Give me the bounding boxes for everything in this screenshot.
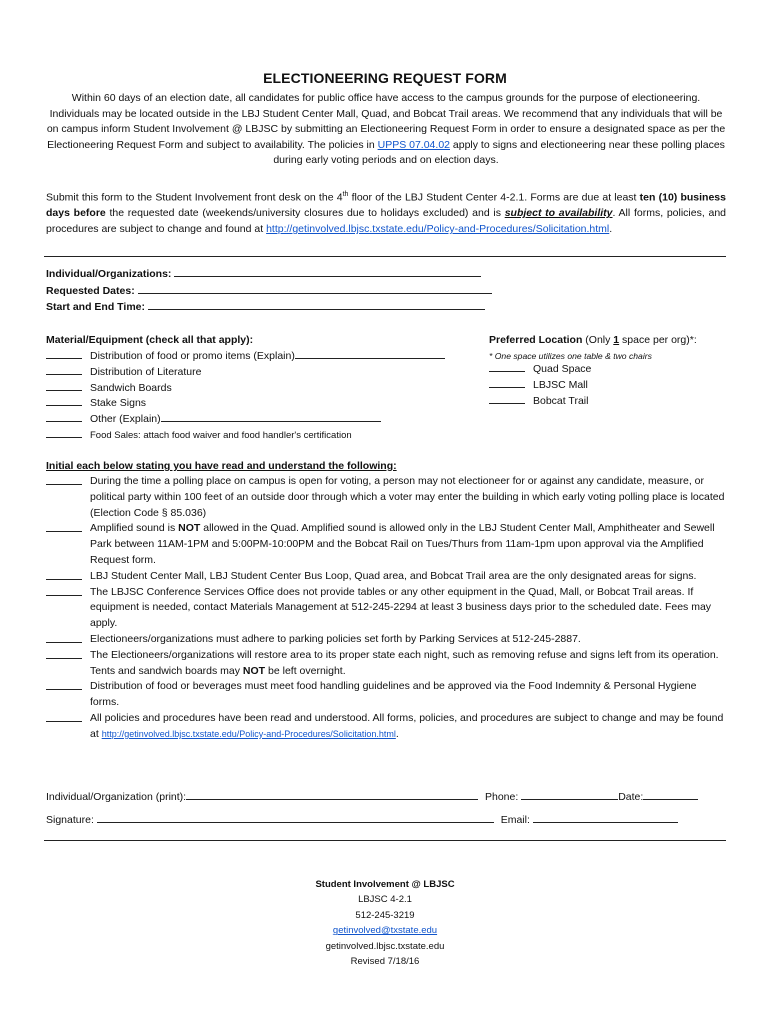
- submit-deadline: ten (10) business days before: [46, 191, 726, 220]
- preferred-heading-text-2: space per org)*:: [619, 334, 697, 346]
- footer-email-link[interactable]: getinvolved@txstate.edu: [332, 925, 438, 937]
- materials-heading: Material/Equipment (check all that apply):: [46, 334, 254, 346]
- divider-top: [44, 256, 726, 257]
- org-label: Individual/Organizations:: [46, 268, 172, 280]
- material-check-blank[interactable]: [46, 381, 82, 391]
- acknowledge-text: LBJ Student Center Mall, LBJ Student Center Bus Loop, Quad area, and Bobcat Trail area are the only designated areas for signs.: [90, 569, 697, 582]
- signature-label: Signature:: [46, 814, 94, 826]
- times-label: Start and End Time:: [46, 301, 145, 313]
- initial-blank[interactable]: [46, 570, 82, 580]
- material-item: [46, 412, 445, 428]
- location-item: [489, 362, 591, 378]
- preferred-heading-bold: Preferred Location: [489, 334, 583, 346]
- footer-revised: Revised 7/18/16: [350, 956, 420, 968]
- acknowledge-heading: Initial each below stating you have read and understand the following:: [46, 460, 397, 472]
- submit-text-2: floor of the LBJ Student Center 4-2.1. Forms are due at least: [348, 191, 640, 204]
- phone-input-line[interactable]: [521, 789, 618, 800]
- policy-link[interactable]: http://getinvolved.lbjsc.txstate.edu/Policy-and-Procedures/Solicitation.html: [101, 728, 396, 739]
- location-item: [489, 378, 591, 394]
- submit-availability: subject to availability: [504, 207, 613, 220]
- acknowledge-item: [46, 521, 726, 568]
- location-check-blank[interactable]: [489, 378, 525, 388]
- divider-bottom: [44, 840, 726, 841]
- acknowledge-item: [46, 648, 726, 680]
- acknowledge-text: be left overnight.: [265, 664, 346, 677]
- submit-text-5: .: [609, 223, 613, 236]
- material-check-blank[interactable]: [46, 412, 82, 422]
- material-item: [46, 396, 445, 412]
- acknowledge-text: All policies and procedures have been read and understood. All forms, policies, and procedures are subject to change and may be found at: [90, 711, 724, 740]
- material-item: [46, 365, 445, 381]
- acknowledge-text: The Electioneers/organizations will restore area to its proper state each night, such as removing refuse and signs left from its operation. Tents and sandwich boards may: [90, 648, 719, 677]
- initial-blank[interactable]: [46, 633, 82, 643]
- material-label: Stake Signs: [90, 397, 147, 410]
- footer-phone: 512-245-3219: [355, 909, 415, 921]
- acknowledge-item: [46, 585, 726, 632]
- print-row: [46, 789, 698, 806]
- acknowledge-item: [46, 474, 726, 521]
- email-input-line[interactable]: [533, 812, 678, 823]
- material-label: Sandwich Boards: [90, 381, 172, 394]
- date-label: Date:: [618, 791, 644, 803]
- signature-row: [46, 812, 678, 829]
- signature-input-line[interactable]: [97, 812, 494, 823]
- acknowledge-text: During the time a polling place on campus is open for voting, a person may not electioneer for or against any candidate, measure, or political party within 100 feet of an outside door through which a voter may enter the building in which early voting polling place is located (Election Code § 85.036): [90, 475, 725, 519]
- acknowledge-text: Electioneers/organizations must adhere to parking policies set forth by Parking Services at 512-245-2887.: [90, 632, 581, 645]
- footer-room: LBJSC 4-2.1: [358, 894, 412, 906]
- location-check-blank[interactable]: [489, 394, 525, 404]
- footer: [0, 877, 770, 969]
- phone-label: Phone:: [485, 791, 519, 803]
- location-item: [489, 394, 591, 410]
- date-input-line[interactable]: [643, 789, 698, 800]
- acknowledge-item: [46, 711, 726, 743]
- material-check-blank[interactable]: [46, 349, 82, 359]
- intro-paragraph: [46, 91, 726, 169]
- dates-input-line[interactable]: [138, 283, 492, 294]
- footer-site: getinvolved.lbjsc.txstate.edu: [325, 940, 445, 952]
- material-check-blank[interactable]: [46, 396, 82, 406]
- org-input-line[interactable]: [174, 266, 481, 277]
- explain-line[interactable]: [295, 349, 445, 359]
- material-item: [46, 428, 445, 444]
- initial-blank[interactable]: [46, 586, 82, 596]
- materials-list: [46, 349, 445, 444]
- initial-blank[interactable]: [46, 680, 82, 690]
- times-input-line[interactable]: [148, 299, 485, 310]
- material-label: Food Sales: attach food waiver and food handler's certification: [90, 429, 352, 441]
- initial-blank[interactable]: [46, 522, 82, 532]
- upps-link[interactable]: UPPS 07.04.02: [377, 138, 450, 151]
- submit-text-1: Submit this form to the Student Involvement front desk on the 4: [46, 191, 343, 204]
- times-field-row: [46, 299, 485, 316]
- submit-text-3: the requested date (weekends/university closures due to holidays excluded) and is: [105, 207, 505, 220]
- print-label: Individual/Organization (print):: [46, 791, 187, 803]
- submit-sup: th: [342, 191, 349, 198]
- solicitation-link[interactable]: http://getinvolved.lbjsc.txstate.edu/Policy-and-Procedures/Solicitation.html: [266, 223, 610, 236]
- submit-paragraph: [46, 187, 726, 238]
- intro-text-after: apply to signs and electioneering near these polling places during early voting periods and on election days.: [273, 138, 725, 167]
- location-label: LBJSC Mall: [533, 378, 588, 391]
- acknowledge-text: Distribution of food or beverages must meet food handling guidelines and be approved via the Food Indemnity & Personal Hygiene forms.: [90, 680, 697, 709]
- preferred-heading-num: 1: [613, 334, 620, 346]
- acknowledge-text: The LBJSC Conference Services Office does not provide tables or any other equipment in the Quad, Mall, or Bobcat Trail areas. If equipment is needed, contact Materials Management at 512-245-2294 at least 3 business days prior to the scheduled date. Fees may apply.: [90, 585, 712, 630]
- location-label: Bobcat Trail: [533, 394, 589, 407]
- initial-blank[interactable]: [46, 649, 82, 659]
- material-label: Other (Explain): [90, 413, 161, 426]
- material-check-blank[interactable]: [46, 428, 82, 438]
- acknowledge-item: [46, 569, 726, 585]
- footer-org: Student Involvement @ LBJSC: [315, 879, 455, 890]
- preferred-location-note: * One space utilizes one table & two chairs: [489, 351, 652, 361]
- intro-text: Within 60 days of an election date, all candidates for public office have access to the campus grounds for the purpose of electioneering. Individuals may be located outside in the LBJ Student Center Mall, Quad, and Bobcat Trail areas. We recommend that any individuals that will be on campus inform Student Involvement @ LBJSC by submitting an Electioneering Request Form in order to ensure a designated space as per the Electioneering Request Form and subject to availability. The policies in: [46, 92, 726, 151]
- preferred-location-list: [489, 362, 591, 409]
- dates-field-row: [46, 283, 492, 300]
- acknowledge-item: [46, 679, 726, 711]
- material-label: Distribution of food or promo items (Explain): [90, 350, 295, 362]
- print-input-line[interactable]: [186, 789, 478, 800]
- acknowledge-emphasis: NOT: [242, 664, 266, 677]
- material-item: [46, 381, 445, 397]
- acknowledge-list: [46, 474, 726, 743]
- location-check-blank[interactable]: [489, 362, 525, 372]
- other-explain-line[interactable]: [161, 412, 381, 422]
- email-label: Email:: [500, 814, 530, 826]
- initial-blank[interactable]: [46, 712, 82, 722]
- preferred-heading-text: (Only: [582, 334, 614, 346]
- material-label: Distribution of Literature: [90, 365, 202, 378]
- acknowledge-text: Amplified sound is: [90, 522, 179, 535]
- dates-label: Requested Dates:: [46, 285, 135, 297]
- material-check-blank[interactable]: [46, 365, 82, 375]
- initial-blank[interactable]: [46, 475, 82, 485]
- preferred-location-heading: [489, 333, 697, 349]
- acknowledge-text: allowed in the Quad. Amplified sound is allowed only in the LBJ Student Center Mall, Amphitheater and Sewell Park between 11AM-1PM and 5:00PM-10:00PM and the Bobcat Rail on Tues/Thurs from 11am-1pm upon approval via the Amplified Request form.: [90, 522, 715, 566]
- acknowledge-text: .: [395, 727, 399, 740]
- acknowledge-emphasis: NOT: [178, 522, 201, 535]
- material-item: [46, 349, 445, 365]
- org-field-row: [46, 266, 481, 283]
- form-title: ELECTIONEERING REQUEST FORM: [263, 70, 507, 86]
- location-label: Quad Space: [533, 363, 592, 375]
- acknowledge-item: [46, 632, 726, 648]
- submit-text-4: . All forms, policies, and procedures are subject to change and found at: [46, 207, 727, 236]
